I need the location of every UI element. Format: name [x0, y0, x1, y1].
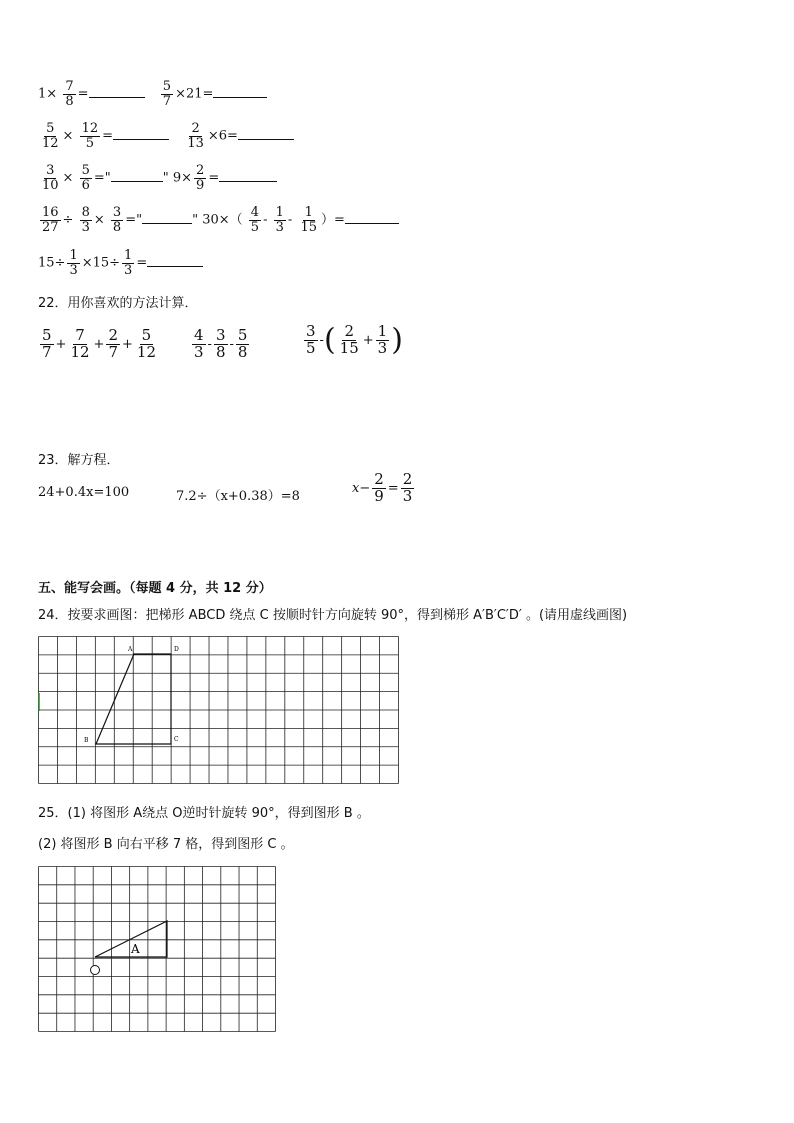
- fraction: $\frac{3}{8}$: [112, 205, 122, 235]
- q23-equation-1: 24+0.4x=100: [38, 485, 130, 500]
- calc-row-1: 1× $\frac{7}{8}$ = $\frac{5}{7}$ ×21=: [38, 80, 267, 108]
- fraction: $\frac{1}{15}$: [300, 205, 317, 235]
- section-5-heading: 五、能写会画。（每题 4 分，共 12 分）: [38, 581, 272, 596]
- fraction: $\frac{1}{3}$: [124, 248, 133, 278]
- point-o-marker: [91, 966, 100, 975]
- fraction: $\frac{2}{9}$: [196, 163, 205, 193]
- calc-text: 1×: [38, 86, 58, 102]
- fraction: $\frac{7}{8}$: [65, 79, 74, 109]
- fraction: $\frac{5}{7}$: [162, 79, 172, 109]
- question-25-part-2: (2) 将图形 B 向右平移 7 格，得到图形 C 。: [38, 837, 294, 852]
- calc-row-5: 15÷ $\frac{1}{3}$ ×15÷ $\frac{1}{3}$ =: [38, 249, 203, 277]
- fraction: $\frac{12}{5}$: [81, 121, 99, 151]
- answer-blank[interactable]: [111, 181, 163, 182]
- shape-label-a: A: [131, 942, 140, 956]
- fraction: $\frac{2}{13}$: [187, 121, 204, 151]
- question-25-part-1: 25．(1) 将图形 A绕点 O逆时针旋转 90°，得到图形 B 。: [38, 806, 370, 821]
- grid-lines: [39, 637, 399, 784]
- q22-expression-3: $\frac{3}{5}$ -( $\frac{2}{15}$ + $\frac{1}{3}$ ): [306, 322, 403, 358]
- answer-blank[interactable]: [89, 97, 145, 98]
- fraction: $\frac{1}{3}$: [69, 248, 78, 278]
- fraction: $\frac{5}{12}$: [42, 121, 59, 151]
- answer-blank[interactable]: [113, 139, 169, 140]
- question-23-title: 23．解方程．: [38, 453, 120, 468]
- fraction: $\frac{16}{27}$: [42, 205, 59, 235]
- fraction: $\frac{5}{6}$: [81, 163, 90, 193]
- calc-row-3: $\frac{3}{10}$ × $\frac{5}{6}$ =" " 9× $\frac{2}{9}$ =: [38, 164, 277, 192]
- answer-blank[interactable]: [147, 266, 203, 267]
- vertex-label-b: B: [84, 737, 89, 744]
- vertex-label-c: C: [174, 736, 179, 743]
- q23-equation-2: 7.2÷（x+0.38）=8: [176, 489, 300, 504]
- calc-row-2: $\frac{5}{12}$ × $\frac{12}{5}$ = $\frac{2}{13}$ ×6=: [38, 122, 294, 150]
- q23-equation-3: x− $\frac{2}{9}$ = $\frac{2}{3}$: [352, 470, 413, 505]
- answer-blank[interactable]: [238, 139, 294, 140]
- fraction: $\frac{8}{3}$: [81, 205, 90, 235]
- answer-blank[interactable]: [345, 223, 399, 224]
- q24-grid-figure[interactable]: [38, 636, 399, 784]
- question-24-title: 24．按要求画图：把梯形 ABCD 绕点 C 按顺时针方向旋转 90°，得到梯形 A′B′C′D′ 。(请用虚线画图): [38, 608, 628, 623]
- q25-grid-figure[interactable]: [38, 866, 276, 1032]
- q22-expression-2: $\frac{4}{3}$ - $\frac{3}{8}$ - $\frac{5}{8}$: [194, 326, 248, 361]
- answer-blank[interactable]: [219, 181, 277, 182]
- question-22-title: 22．用你喜欢的方法计算．: [38, 296, 198, 311]
- fraction: $\frac{4}{5}$: [250, 205, 260, 235]
- fraction: $\frac{3}{10}$: [42, 163, 59, 193]
- fraction: $\frac{1}{3}$: [275, 205, 284, 235]
- answer-blank[interactable]: [142, 223, 192, 224]
- answer-blank[interactable]: [213, 97, 267, 98]
- calc-row-4: $\frac{16}{27}$ ÷ $\frac{8}{3}$ × $\frac{3}{8}$ =" " 30×（ $\frac{4}{5}$ - $\frac{1}{3}$ - $\frac{1}{15}$ ）=: [38, 206, 399, 234]
- vertex-label-a: A: [128, 646, 133, 653]
- vertex-label-d: D: [174, 646, 179, 653]
- q22-expression-1: $\frac{5}{7}$ + $\frac{7}{12}$ + $\frac{2}{7}$ + $\frac{5}{12}$: [42, 326, 156, 361]
- grid-lines: [39, 867, 276, 1032]
